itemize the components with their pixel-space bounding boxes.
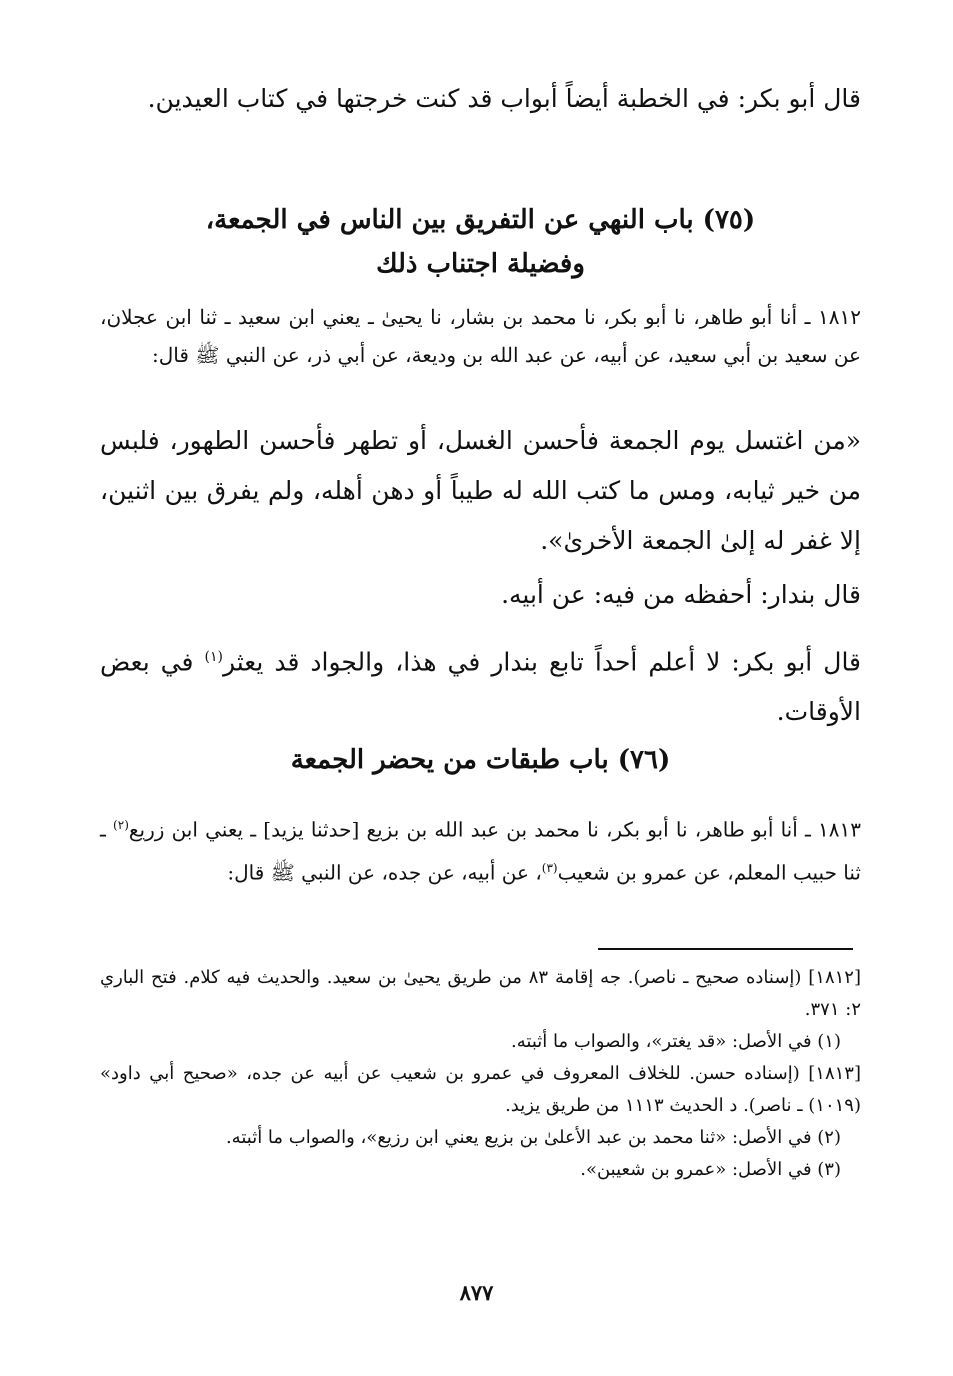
footnote-1812: [١٨١٢] (إسناده صحيح ـ ناصر). جه إقامة ٨٣ من طريق يحيىٰ بن سعيد. والحديث فيه كلام. فتح الباري ٢: ٣٧١. [100, 967, 861, 1020]
footnote-ref-1: (١) [204, 649, 223, 665]
abubakr-note [100, 632, 861, 737]
page-number: ٨٧٧ [459, 1280, 494, 1305]
hadith-1812-isnad: ١٨١٢ ـ أنا أبو طاهر، نا أبو بكر، نا محمد بن بشار، نا يحيىٰ ـ يعني ابن سعيد ـ ثنا ابن عجلان، عن سعيد بن أبي سعيد، عن أبيه، عن عبد الله بن وديعة، عن أبي ذر، عن النبي ﷺ قال: [100, 305, 861, 367]
chapter-75-heading [100, 198, 861, 286]
hadith-1813-part-1: ١٨١٣ ـ أنا أبو طاهر، نا أبو بكر، نا محمد بن عبد الله بن بزيع [حدثنا يزيد] ـ يعني ابن زريع [128, 817, 861, 842]
footnote-1: (١) في الأصل: «قد يغتر»، والصواب ما أثبته. [511, 1031, 841, 1052]
chapter-76-heading: (٧٦) باب طبقات من يحضر الجمعة [290, 745, 671, 775]
footnote-ref-2: (٢) [113, 818, 129, 832]
hadith-1812-matn: «من اغتسل يوم الجمعة فأحسن الغسل، أو تطهر فأحسن الطهور، فلبس من خير ثيابه، ومس ما كتب الله له طيباً أو دهن أهله، ولم يفرق بين اثنين، إلا غفر له إلىٰ الجمعة الأخرىٰ». [100, 426, 861, 555]
footnote-ref-3: (٣) [541, 860, 558, 875]
chapter-75-title-line-2: وفضيلة اجتناب ذلك [376, 249, 585, 279]
abubakr-note-text: قال أبو بكر: لا أعلم أحداً تابع بندار في هذا، والجواد قد يعثر [222, 647, 862, 677]
footnote-1813: [١٨١٣] (إسناده حسن. للخلاف المعروف في عمرو بن شعيب عن أبيه عن جده، «صحيح أبي داود» (١٠١٩) ـ ناصر). د الحديث ١١١٣ من طريق يزيد. [100, 1063, 861, 1116]
footnote-2: (٢) في الأصل: «ثنا محمد بن عبد الأعلىٰ بن بزيع يعني ابن رزيع»، والصواب ما أثبته. [225, 1127, 841, 1148]
hadith-1813-isnad [100, 806, 861, 891]
bundar-note: قال بندار: أحفظه من فيه: عن أبيه. [501, 580, 861, 609]
footnote-divider [598, 948, 853, 950]
opening-paragraph: قال أبو بكر: في الخطبة أيضاً أبواب قد كنت خرجتها في كتاب العيدين. [147, 84, 861, 113]
abubakr-note-end: في بعض الأوقات. [100, 647, 861, 727]
chapter-75-title-line-1: (٧٥) باب النهي عن التفريق بين الناس في الجمعة، [205, 205, 756, 235]
footnote-3: (٣) في الأصل: «عمرو بن شعيبن». [580, 1159, 841, 1180]
footnotes [100, 962, 861, 1186]
hadith-1813-part-2: ـ ثنا حبيب المعلم، عن عمرو بن شعيب [100, 817, 861, 885]
hadith-1813-part-3: ، عن أبيه، عن جده، عن النبي ﷺ قال: [227, 860, 542, 885]
